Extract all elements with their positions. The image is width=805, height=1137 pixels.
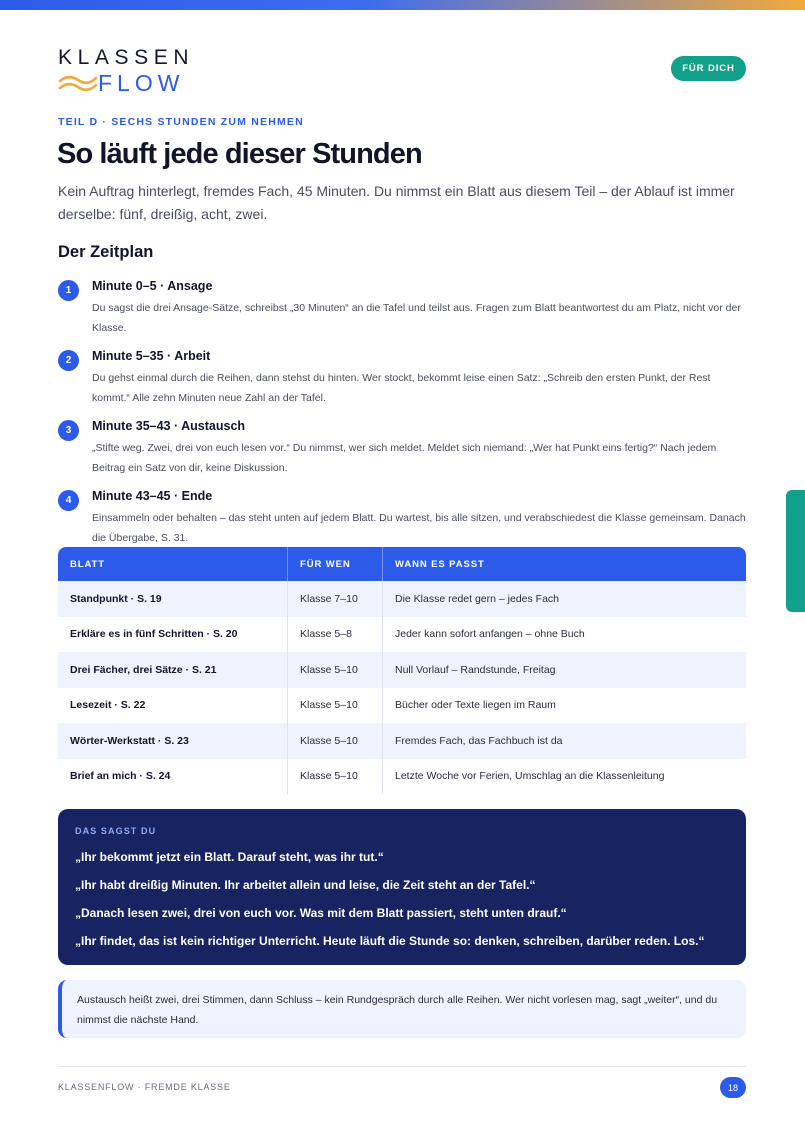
logo-word-flow: FLOW <box>98 70 185 96</box>
script-box <box>58 809 746 965</box>
step-text: Du sagst die drei Ansage-Sätze, schreibst „30 Minuten“ an die Tafel und teilst aus. Fragen zum Blatt beantwortest du am Platz, nicht vor der Klasse. <box>92 302 741 334</box>
table-row <box>58 759 746 795</box>
step-title: Minute 43–45 · Ende <box>92 489 213 503</box>
cell-fuer-wen: Klasse 5–10 <box>287 652 382 688</box>
top-gradient-bar <box>0 0 805 10</box>
script-quote: „Ihr habt dreißig Minuten. Ihr arbeitet allein und leise, die Zeit steht an der Tafel.“ <box>75 878 536 892</box>
cell-wann: Fremdes Fach, das Fachbuch ist da <box>382 723 746 759</box>
table-row <box>58 617 746 653</box>
cell-blatt: Wörter-Werkstatt · S. 23 <box>70 734 189 747</box>
section-kicker: TEIL D · SECHS STUNDEN ZUM NEHMEN <box>58 116 304 128</box>
table-row <box>58 581 746 617</box>
brand-logo <box>58 47 194 96</box>
step-title: Minute 35–43 · Austausch <box>92 419 246 433</box>
table-header-row <box>58 547 746 581</box>
step-number-badge: 2 <box>58 350 79 371</box>
page-number-badge: 18 <box>720 1077 746 1098</box>
cell-fuer-wen: Klasse 7–10 <box>287 581 382 617</box>
step-title: Minute 0–5 · Ansage <box>92 279 213 293</box>
page-title: So läuft jede dieser Stunden <box>57 138 422 170</box>
column-header-wann: WANN ES PASST <box>382 547 746 581</box>
column-header-blatt: BLATT <box>70 558 105 570</box>
side-tab-marker <box>786 490 805 612</box>
cell-blatt: Brief an mich · S. 24 <box>70 770 171 783</box>
intro-paragraph: Kein Auftrag hinterlegt, fremdes Fach, 45 Minuten. Du nimmst ein Blatt aus diesem Teil – der Ablauf ist immer derselbe: fünf, dreißig, acht, zwei. <box>58 183 735 222</box>
cell-blatt: Standpunkt · S. 19 <box>70 592 162 605</box>
footer-label: KLASSENFLOW · FREMDE KLASSE <box>58 1082 231 1092</box>
cell-blatt: Erkläre es in fünf Schritten · S. 20 <box>70 628 238 641</box>
step-text: „Stifte weg. Zwei, drei von euch lesen vor.“ Du nimmst, wer sich meldet. Meldet sich niemand: „Wer hat Punkt eins fertig?“ Nach jedem Beitrag ein Satz von dir, keine Diskussion. <box>92 442 717 474</box>
cell-wann: Null Vorlauf – Randstunde, Freitag <box>382 652 746 688</box>
tip-callout <box>58 980 746 1038</box>
step-text: Du gehst einmal durch die Reihen, dann stehst du hinten. Wer stockt, bekommt leise einen Satz: „Schreib den ersten Punkt, der Rest kommt.“ Alle zehn Minuten neue Zahl an der Tafel. <box>92 372 711 404</box>
table-row <box>58 688 746 724</box>
wave-icon <box>58 74 98 94</box>
audience-badge: FÜR DICH <box>671 56 746 81</box>
step-title: Minute 5–35 · Arbeit <box>92 349 211 363</box>
cell-wann: Letzte Woche vor Ferien, Umschlag an die Klassenleitung <box>382 759 746 795</box>
tip-text: Austausch heißt zwei, drei Stimmen, dann Schluss – kein Rundgespräch durch alle Reihen. Wer nicht vorlesen mag, sagt „weiter“, und du nimmst die nächste Hand. <box>77 994 718 1026</box>
footer-divider <box>58 1066 746 1067</box>
script-quote: „Danach lesen zwei, drei von euch vor. Was mit dem Blatt passiert, steht unten drauf.“ <box>75 906 567 920</box>
script-box-label: DAS SAGST DU <box>75 826 157 836</box>
step-number-badge: 4 <box>58 490 79 511</box>
schedule-heading: Der Zeitplan <box>58 243 154 261</box>
cell-wann: Bücher oder Texte liegen im Raum <box>382 688 746 724</box>
table-row <box>58 652 746 688</box>
cell-fuer-wen: Klasse 5–10 <box>287 723 382 759</box>
script-quote: „Ihr findet, das ist kein richtiger Unterricht. Heute läuft die Stunde so: denken, schreiben, darüber reden. Los.“ <box>75 934 705 948</box>
step-number-badge: 1 <box>58 280 79 301</box>
worksheet-table <box>58 547 746 794</box>
step-text: Einsammeln oder behalten – das steht unten auf jedem Blatt. Du wartest, bis alle sitzen, und verabschiedest die Klasse gemeinsam. Danach die Übergabe, S. 31. <box>92 512 746 544</box>
column-header-fuer-wen: FÜR WEN <box>287 547 382 581</box>
cell-fuer-wen: Klasse 5–8 <box>287 617 382 653</box>
table-row <box>58 723 746 759</box>
cell-wann: Jeder kann sofort anfangen – ohne Buch <box>382 617 746 653</box>
cell-blatt: Drei Fächer, drei Sätze · S. 21 <box>70 663 217 676</box>
cell-fuer-wen: Klasse 5–10 <box>287 759 382 795</box>
step-number-badge: 3 <box>58 420 79 441</box>
cell-blatt: Lesezeit · S. 22 <box>70 699 146 712</box>
logo-word-klassen: KLASSEN <box>58 46 195 69</box>
cell-fuer-wen: Klasse 5–10 <box>287 688 382 724</box>
cell-wann: Die Klasse redet gern – jedes Fach <box>382 581 746 617</box>
script-quote: „Ihr bekommt jetzt ein Blatt. Darauf steht, was ihr tut.“ <box>75 850 384 864</box>
